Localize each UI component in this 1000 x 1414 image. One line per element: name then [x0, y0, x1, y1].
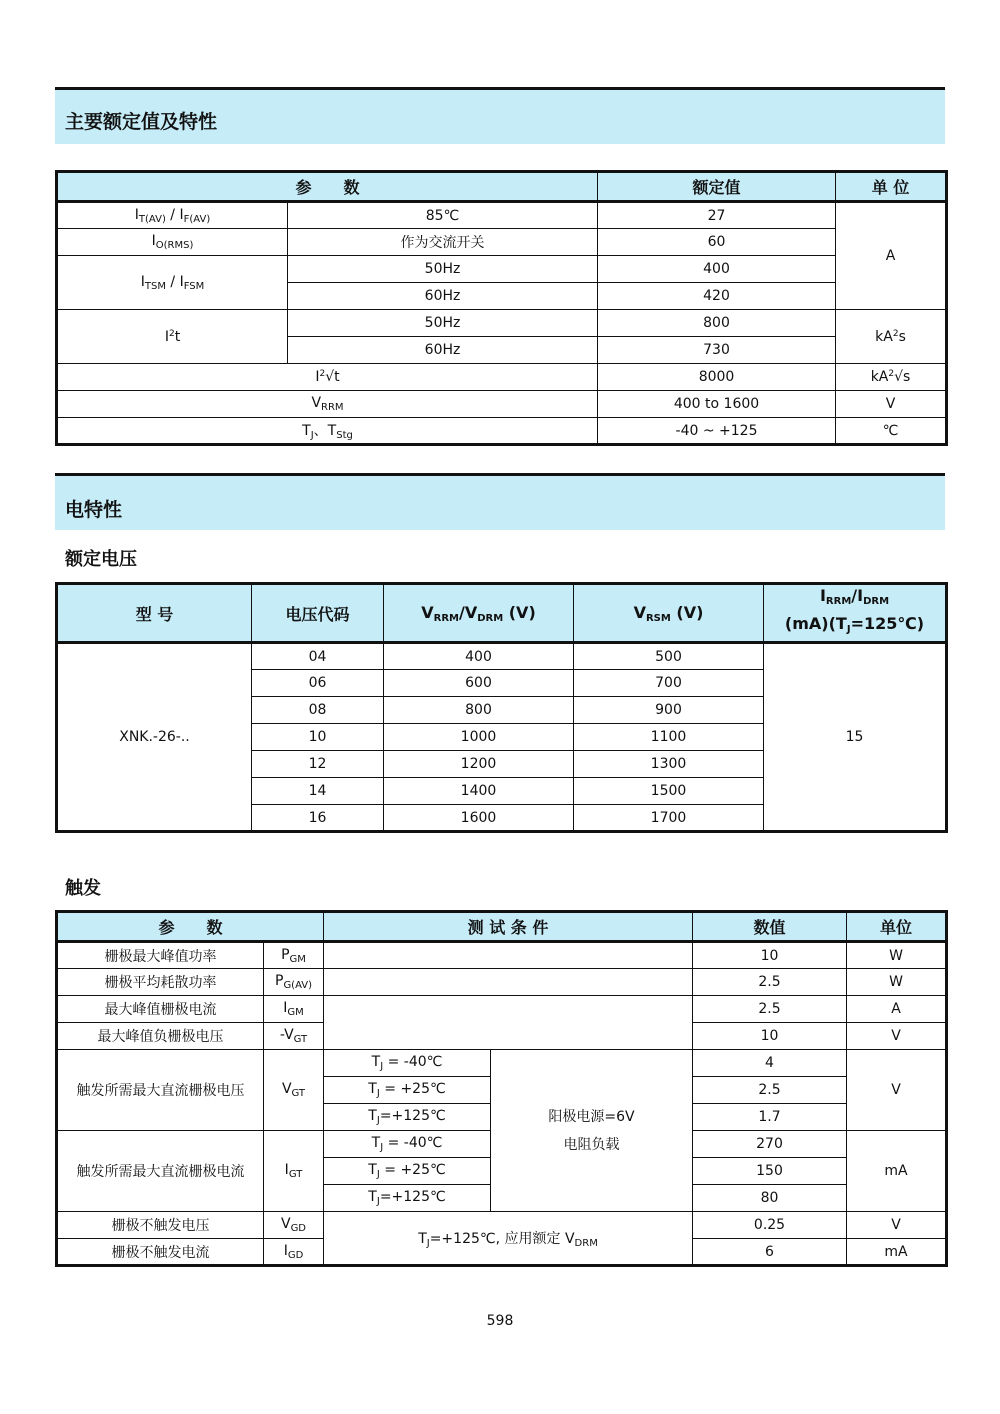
- table-row: [57, 229, 947, 256]
- header-model: 型 号: [57, 584, 252, 643]
- param-symbol: $I_{GM}$: [264, 996, 324, 1023]
- rated-voltage-table: [55, 582, 948, 833]
- voltage-code: 14: [252, 778, 384, 805]
- ratings-table: [55, 170, 948, 446]
- vrrm-value: 1000: [384, 724, 574, 751]
- table-row: [57, 996, 947, 1023]
- param-value: 10: [693, 1023, 847, 1050]
- param-symbol-i2rt: $I^2√t$: [57, 364, 598, 391]
- param-unit: W: [847, 969, 947, 996]
- param-symbol-tj: $T_J$、$T_{Stg}$: [57, 418, 598, 445]
- param-name: 触发所需最大直流栅极电流: [57, 1131, 264, 1212]
- param-value: 8000: [598, 364, 836, 391]
- header-voltage-code: 电压代码: [252, 584, 384, 643]
- test-condition: [324, 996, 693, 1050]
- ratings-header-param: 参 数: [57, 172, 598, 202]
- subsection-title-trigger: 触发: [65, 878, 101, 899]
- vrsm-value: 700: [574, 670, 764, 697]
- temp-condition: $T_J=+125℃$: [324, 1104, 491, 1131]
- voltage-code: 16: [252, 805, 384, 832]
- param-unit: W: [847, 942, 947, 969]
- param-name: 最大峰值栅极电流: [57, 996, 264, 1023]
- irrm-value: 15: [764, 643, 947, 832]
- param-unit: $kA^2√s$: [836, 364, 947, 391]
- table-row: [57, 391, 947, 418]
- param-symbol: $P_{GM}$: [264, 942, 324, 969]
- voltage-code: 06: [252, 670, 384, 697]
- temp-condition: $T_J$ = -40℃: [324, 1131, 491, 1158]
- param-condition: 60Hz: [288, 283, 598, 310]
- trigger-header-value: 数值: [693, 912, 847, 942]
- param-value: 0.25: [693, 1212, 847, 1239]
- section-header-electrical: [55, 473, 945, 530]
- voltage-code: 08: [252, 697, 384, 724]
- temp-condition: $T_J$ = +25℃: [324, 1158, 491, 1185]
- param-symbol: $I_{GT}$: [264, 1131, 324, 1212]
- param-name: 触发所需最大直流栅极电压: [57, 1050, 264, 1131]
- param-condition: 60Hz: [288, 337, 598, 364]
- section-title-ratings: 主要额定值及特性: [65, 111, 218, 133]
- param-value: 2.5: [693, 1077, 847, 1104]
- voltage-code: 04: [252, 643, 384, 670]
- param-symbol-itsm: $I_{TSM} / I_{FSM}$: [57, 256, 288, 310]
- vrsm-value: 1300: [574, 751, 764, 778]
- param-condition: 85℃: [288, 202, 598, 229]
- param-value: 10: [693, 942, 847, 969]
- param-value: 2.5: [693, 996, 847, 1023]
- param-name: 栅极不触发电压: [57, 1212, 264, 1239]
- param-symbol: $V_{GD}$: [264, 1212, 324, 1239]
- trigger-header-condition: 测 试 条 件: [324, 912, 693, 942]
- param-unit: V: [847, 1023, 947, 1050]
- ratings-header-unit: 单 位: [836, 172, 947, 202]
- param-condition: 50Hz: [288, 256, 598, 283]
- table-row: [57, 364, 947, 391]
- vrrm-value: 800: [384, 697, 574, 724]
- temp-condition: $T_J=+125℃$: [324, 1185, 491, 1212]
- param-value: 400: [598, 256, 836, 283]
- param-unit: A: [847, 996, 947, 1023]
- table-row: [57, 310, 947, 337]
- model-name: XNK.-26-..: [57, 643, 252, 832]
- vrsm-value: 1700: [574, 805, 764, 832]
- param-unit: mA: [847, 1131, 947, 1212]
- param-symbol: $V_{GT}$: [264, 1050, 324, 1131]
- header-irrm-idrm: $I_{RRM}/I_{DRM}$ $(mA)(T_J=125℃)$: [764, 584, 947, 643]
- param-value: 270: [693, 1131, 847, 1158]
- subsection-title-rated-voltage: 额定电压: [65, 549, 137, 570]
- table-row: [57, 942, 947, 969]
- param-value: 150: [693, 1158, 847, 1185]
- param-symbol: $P_{G(AV)}$: [264, 969, 324, 996]
- table-row: [57, 643, 947, 670]
- param-unit: V: [847, 1212, 947, 1239]
- header-vrsm: $V_{RSM}$ (V): [574, 584, 764, 643]
- vrrm-value: 1600: [384, 805, 574, 832]
- test-condition: [324, 969, 693, 996]
- param-value: 800: [598, 310, 836, 337]
- trigger-header-unit: 单位: [847, 912, 947, 942]
- param-symbol-iorms: $I_{O(RMS)}$: [57, 229, 288, 256]
- param-symbol: $-V_{GT}$: [264, 1023, 324, 1050]
- temp-condition: $T_J$ = -40℃: [324, 1050, 491, 1077]
- vrsm-value: 1500: [574, 778, 764, 805]
- section-header-ratings: [55, 87, 945, 144]
- param-unit: A: [836, 202, 947, 310]
- param-unit: mA: [847, 1239, 947, 1266]
- test-condition: [324, 942, 693, 969]
- param-symbol: $I_{GD}$: [264, 1239, 324, 1266]
- param-unit: V: [836, 391, 947, 418]
- vrsm-value: 900: [574, 697, 764, 724]
- temp-condition: $T_J$ = +25℃: [324, 1077, 491, 1104]
- param-value: 2.5: [693, 969, 847, 996]
- param-value: 730: [598, 337, 836, 364]
- param-name: 栅极平均耗散功率: [57, 969, 264, 996]
- table-row: [57, 969, 947, 996]
- param-name: 栅极不触发电流: [57, 1239, 264, 1266]
- param-value: 60: [598, 229, 836, 256]
- param-condition: 50Hz: [288, 310, 598, 337]
- table-row: [57, 418, 947, 445]
- param-value: 420: [598, 283, 836, 310]
- param-value: 1.7: [693, 1104, 847, 1131]
- param-unit: V: [847, 1050, 947, 1131]
- param-condition: 作为交流开关: [288, 229, 598, 256]
- vrrm-value: 400: [384, 643, 574, 670]
- ratings-header-value: 额定值: [598, 172, 836, 202]
- param-name: 栅极最大峰值功率: [57, 942, 264, 969]
- param-symbol-vrrm: $V_{RRM}$: [57, 391, 598, 418]
- vrrm-value: 1200: [384, 751, 574, 778]
- table-row: [57, 256, 947, 283]
- header-vrrm-vdrm: $V_{RRM}/V_{DRM}$ (V): [384, 584, 574, 643]
- param-unit: ℃: [836, 418, 947, 445]
- vrsm-value: 500: [574, 643, 764, 670]
- table-row: [57, 202, 947, 229]
- param-name: 最大峰值负栅极电压: [57, 1023, 264, 1050]
- param-symbol-i2t: $I^2t$: [57, 310, 288, 364]
- param-value: 80: [693, 1185, 847, 1212]
- gd-condition: $T_J=+125℃$, 应用额定 $V_{DRM}$: [324, 1212, 693, 1266]
- page-number: 598: [486, 1313, 514, 1329]
- table-row: [57, 1212, 947, 1239]
- vrrm-value: 1400: [384, 778, 574, 805]
- param-value: 6: [693, 1239, 847, 1266]
- section-title-electrical: 电特性: [65, 499, 123, 521]
- trigger-header-param: 参 数: [57, 912, 324, 942]
- param-value: -40 ~ +125: [598, 418, 836, 445]
- trigger-table: [55, 910, 948, 1267]
- voltage-code: 10: [252, 724, 384, 751]
- vrsm-value: 1100: [574, 724, 764, 751]
- param-symbol-itav: $I_{T(AV)} / I_{F(AV)}$: [57, 202, 288, 229]
- table-row: [57, 1050, 947, 1077]
- param-value: 4: [693, 1050, 847, 1077]
- voltage-code: 12: [252, 751, 384, 778]
- param-unit: $kA^2s$: [836, 310, 947, 364]
- anode-condition: 阳极电源=6V 电阻负载: [491, 1050, 693, 1212]
- param-value: 400 to 1600: [598, 391, 836, 418]
- param-value: 27: [598, 202, 836, 229]
- vrrm-value: 600: [384, 670, 574, 697]
